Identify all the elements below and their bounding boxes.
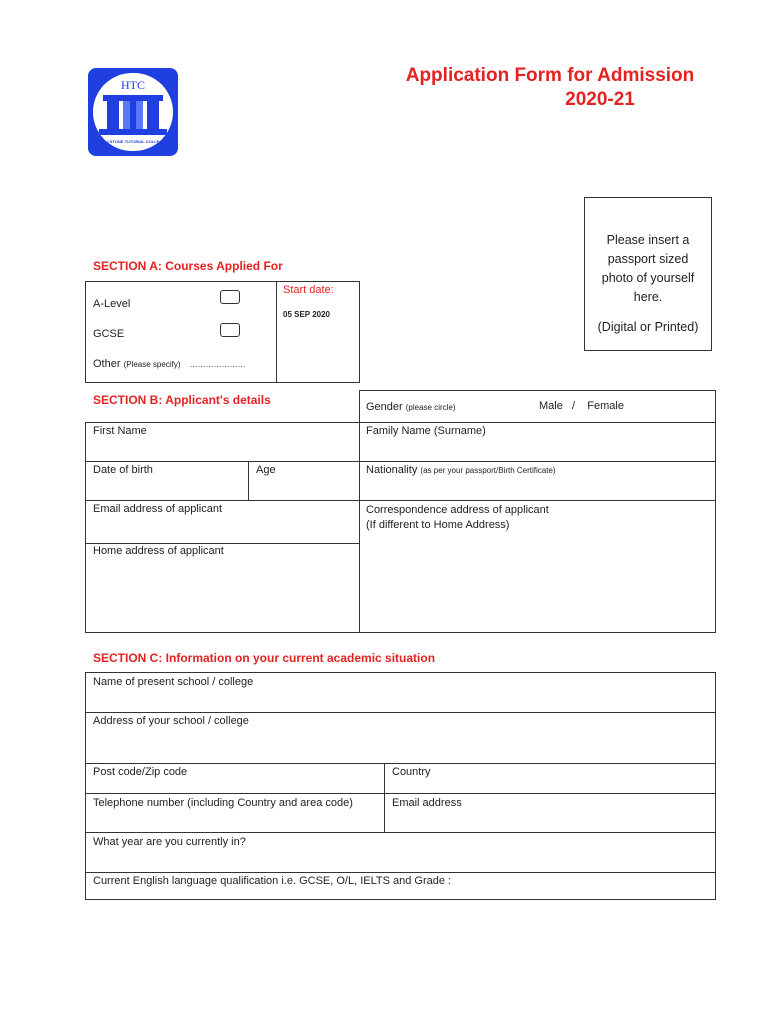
current-year-field[interactable]: What year are you currently in? — [93, 836, 246, 848]
c-row-2 — [85, 763, 716, 764]
title-line-1: Application Form for Admission — [405, 65, 695, 86]
section-b-title: SECTION B: Applicant's details — [93, 393, 271, 407]
photo-line-1: Please insert a — [606, 233, 690, 247]
telephone-field[interactable]: Telephone number (including Country and area code) — [93, 797, 353, 809]
title-line-2: 2020-21 — [565, 89, 635, 110]
logo-text: HTC — [121, 78, 145, 92]
gender-text: Gender — [366, 401, 403, 413]
section-c-title: SECTION C: Information on your current academic situation — [93, 651, 436, 665]
gender-options[interactable]: Male / Female — [539, 400, 624, 412]
c-row-1 — [85, 712, 716, 713]
c-row-5 — [85, 872, 716, 873]
nationality-text: Nationality — [366, 464, 418, 476]
c-row-3 — [85, 793, 716, 794]
other-text: Other — [93, 358, 121, 370]
postcode-field[interactable]: Post code/Zip code — [93, 766, 188, 778]
photo-line-3: photo of yourself — [601, 271, 695, 285]
photo-line-4: here. — [633, 290, 663, 304]
other-hint: (Please specify) — [123, 360, 181, 369]
grid-center-divider — [359, 422, 360, 633]
gender-label — [366, 401, 456, 413]
gcse-checkbox[interactable] — [220, 323, 240, 337]
home-address-field[interactable]: Home address of applicant — [93, 545, 224, 557]
logo-emblem — [93, 73, 173, 151]
grid-row-3-left — [85, 543, 359, 544]
country-field[interactable]: Country — [392, 766, 431, 778]
logo-graphic — [93, 73, 173, 151]
correspondence-hint: (If different to Home Address) — [366, 519, 510, 531]
courses-divider — [276, 281, 277, 383]
gcse-label: GCSE — [93, 328, 125, 340]
email-field[interactable]: Email address of applicant — [93, 503, 223, 515]
school-email-field[interactable]: Email address — [392, 797, 462, 809]
college-logo — [88, 68, 178, 156]
other-specify-field[interactable]: ………………… — [189, 360, 246, 369]
section-a-title: SECTION A: Courses Applied For — [93, 259, 283, 273]
first-name-field[interactable]: First Name — [93, 425, 147, 437]
form-title — [370, 64, 730, 112]
logo-subtext: HILLSTONE TUTORIAL COLLEGE — [100, 139, 166, 144]
start-date-label: Start date: — [283, 284, 334, 296]
school-address-field[interactable]: Address of your school / college — [93, 715, 249, 727]
other-label — [93, 358, 246, 370]
nationality-hint: (as per your passport/Birth Certificate) — [420, 466, 556, 475]
correspondence-field[interactable] — [366, 503, 549, 533]
c-center-divider — [384, 763, 385, 832]
start-date-value: 05 SEP 2020 — [283, 310, 331, 319]
c-row-4 — [85, 832, 716, 833]
photo-line-2: passport sized — [607, 252, 689, 266]
family-name-field[interactable]: Family Name (Surname) — [366, 425, 486, 437]
dob-field[interactable]: Date of birth — [93, 464, 153, 476]
school-name-field[interactable]: Name of present school / college — [93, 676, 254, 688]
gender-hint: (please circle) — [405, 403, 456, 412]
alevel-label: A-Level — [93, 298, 131, 310]
academic-grid — [85, 672, 716, 900]
correspondence-text: Correspondence address of applicant — [366, 504, 549, 516]
alevel-checkbox[interactable] — [220, 290, 240, 304]
nationality-field[interactable] — [366, 464, 556, 476]
grid-row-2 — [85, 500, 716, 501]
photo-placeholder[interactable] — [584, 197, 712, 351]
photo-line-5: (Digital or Printed) — [597, 320, 699, 334]
age-field[interactable]: Age — [256, 464, 276, 476]
grid-row-1 — [85, 461, 716, 462]
dob-age-divider — [248, 461, 249, 500]
english-qualification-field[interactable]: Current English language qualification i.e. GCSE, O/L, IELTS and Grade : — [93, 875, 452, 887]
